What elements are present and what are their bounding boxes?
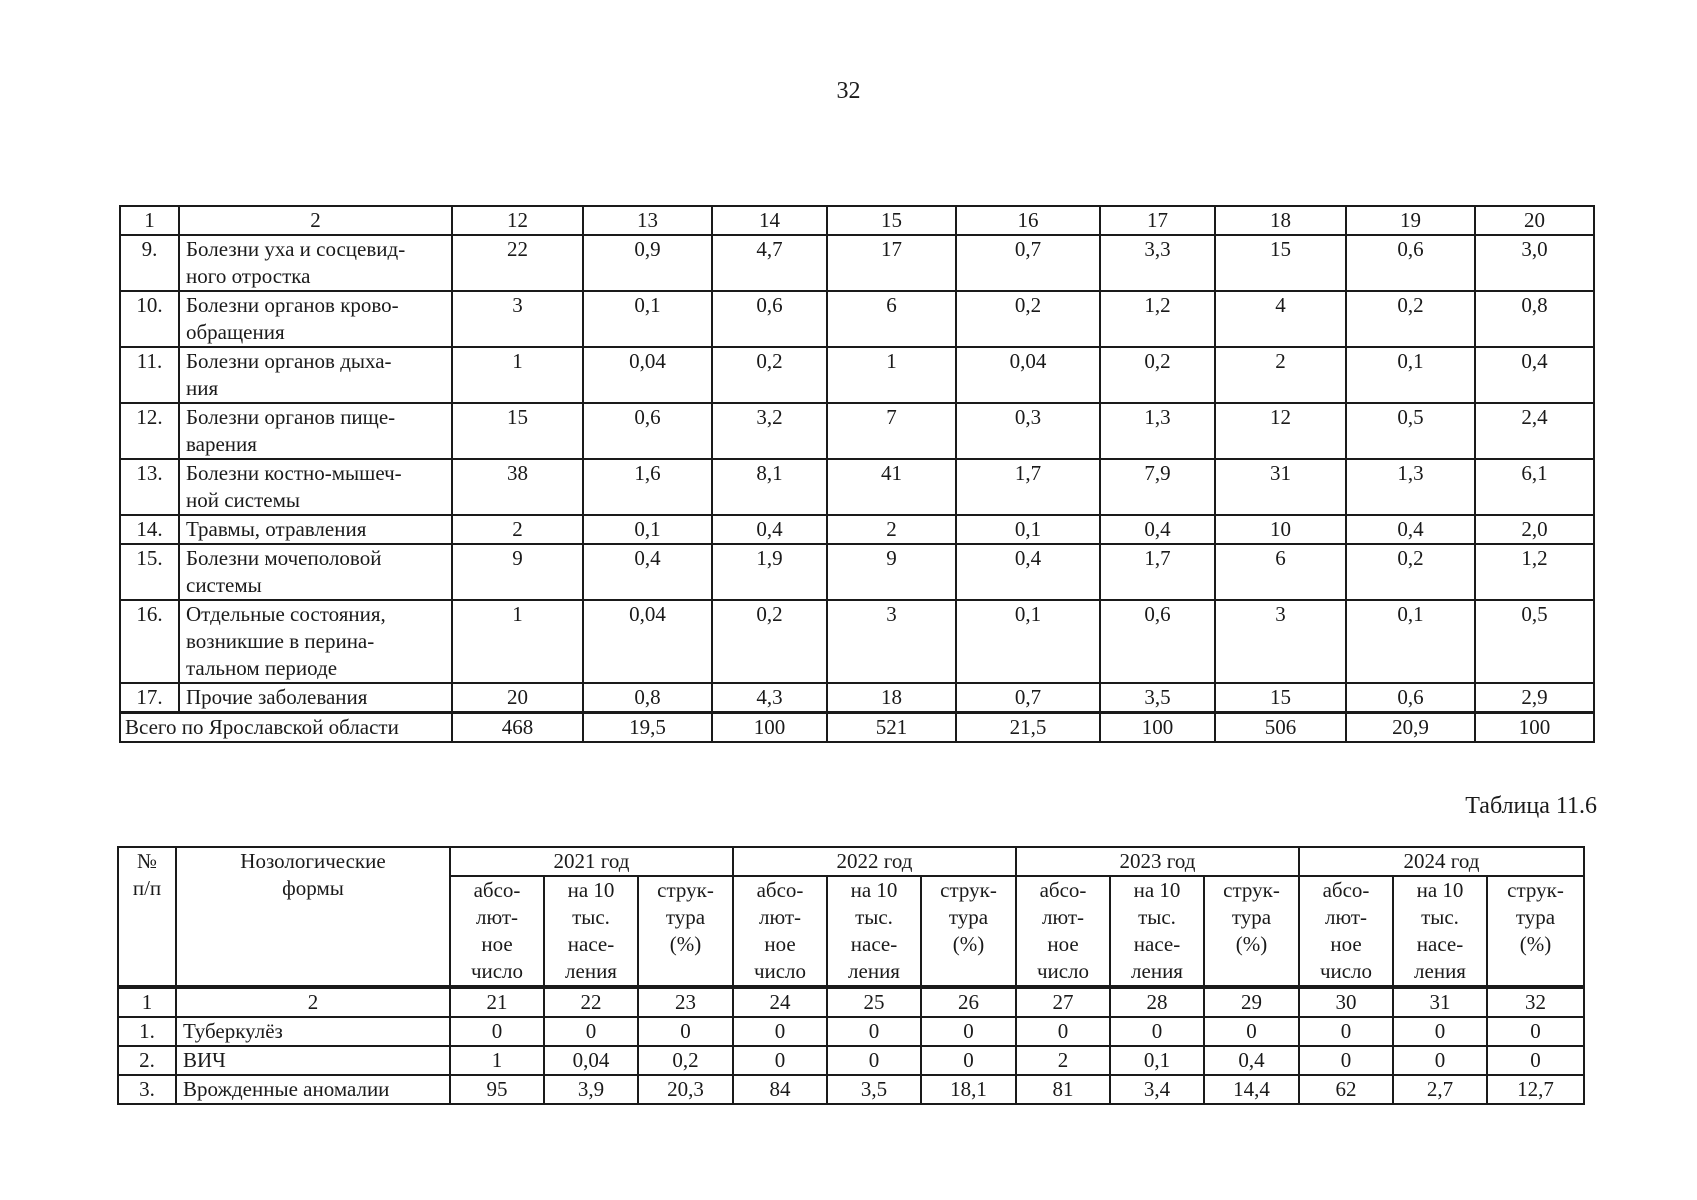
total-value-cell: 521 bbox=[827, 713, 956, 743]
value-cell: 0,1 bbox=[583, 291, 712, 347]
table-row bbox=[118, 1046, 1584, 1075]
table-row bbox=[118, 1017, 1584, 1046]
value-cell: 0 bbox=[638, 1017, 733, 1046]
column-number-cell: 16 bbox=[956, 206, 1100, 235]
disease-name-cell: Болезни уха и сосцевид- ного отростка bbox=[179, 235, 452, 291]
table-row bbox=[120, 347, 1594, 403]
value-cell: 0,2 bbox=[712, 347, 827, 403]
total-value-cell: 19,5 bbox=[583, 713, 712, 743]
year-header-cell: 2022 год bbox=[733, 847, 1016, 876]
value-cell: 2,0 bbox=[1475, 515, 1594, 544]
value-cell: 1 bbox=[452, 600, 583, 683]
value-cell: 6,1 bbox=[1475, 459, 1594, 515]
total-value-cell: 506 bbox=[1215, 713, 1346, 743]
column-number-cell: 30 bbox=[1299, 987, 1393, 1017]
value-cell: 2,9 bbox=[1475, 683, 1594, 713]
column-number-cell: 2 bbox=[179, 206, 452, 235]
disease-name-cell: Травмы, отравления bbox=[179, 515, 452, 544]
value-cell: 3 bbox=[827, 600, 956, 683]
value-cell: 0 bbox=[733, 1046, 827, 1075]
value-cell: 0 bbox=[1487, 1046, 1584, 1075]
disease-name-cell: Прочие заболевания bbox=[179, 683, 452, 713]
row-number-cell: 12. bbox=[120, 403, 179, 459]
column-number-cell: 15 bbox=[827, 206, 956, 235]
value-cell: 20 bbox=[452, 683, 583, 713]
year-header-cell: 2023 год bbox=[1016, 847, 1299, 876]
value-cell: 2,4 bbox=[1475, 403, 1594, 459]
value-cell: 84 bbox=[733, 1075, 827, 1104]
value-cell: 6 bbox=[827, 291, 956, 347]
value-cell: 1,3 bbox=[1346, 459, 1475, 515]
column-number-cell: 26 bbox=[921, 987, 1016, 1017]
header-row bbox=[118, 847, 1584, 876]
value-cell: 41 bbox=[827, 459, 956, 515]
column-number-cell: 19 bbox=[1346, 206, 1475, 235]
value-cell: 3 bbox=[452, 291, 583, 347]
value-cell: 1,2 bbox=[1475, 544, 1594, 600]
total-value-cell: 468 bbox=[452, 713, 583, 743]
value-cell: 18,1 bbox=[921, 1075, 1016, 1104]
column-number-cell: 1 bbox=[118, 987, 176, 1017]
value-cell: 0,04 bbox=[956, 347, 1100, 403]
subheader-cell: на 10 тыс. насе- ления bbox=[827, 876, 921, 987]
column-number-cell: 20 bbox=[1475, 206, 1594, 235]
value-cell: 0,3 bbox=[956, 403, 1100, 459]
value-cell: 18 bbox=[827, 683, 956, 713]
value-cell: 0 bbox=[1204, 1017, 1299, 1046]
row-number-cell: 14. bbox=[120, 515, 179, 544]
total-value-cell: 21,5 bbox=[956, 713, 1100, 743]
table-row bbox=[118, 1075, 1584, 1104]
subheader-cell: абсо- лют- ное число bbox=[1016, 876, 1110, 987]
value-cell: 0,6 bbox=[712, 291, 827, 347]
value-cell: 1,3 bbox=[1100, 403, 1215, 459]
value-cell: 0 bbox=[1110, 1017, 1204, 1046]
column-number-row bbox=[118, 987, 1584, 1017]
row-number-cell: 11. bbox=[120, 347, 179, 403]
table-row bbox=[120, 291, 1594, 347]
value-cell: 0,2 bbox=[1346, 544, 1475, 600]
row-number-cell: 3. bbox=[118, 1075, 176, 1104]
value-cell: 4,3 bbox=[712, 683, 827, 713]
column-number-cell: 22 bbox=[544, 987, 638, 1017]
value-cell: 31 bbox=[1215, 459, 1346, 515]
value-cell: 0,2 bbox=[712, 600, 827, 683]
row-number-cell: 10. bbox=[120, 291, 179, 347]
value-cell: 0,4 bbox=[1475, 347, 1594, 403]
column-number-row bbox=[120, 206, 1594, 235]
value-cell: 0,7 bbox=[956, 235, 1100, 291]
value-cell: 0 bbox=[1299, 1017, 1393, 1046]
column-number-cell: 29 bbox=[1204, 987, 1299, 1017]
value-cell: 0,4 bbox=[1204, 1046, 1299, 1075]
value-cell: 1,7 bbox=[956, 459, 1100, 515]
disease-name-cell: Отдельные состояния, возникшие в перина- тальном периоде bbox=[179, 600, 452, 683]
value-cell: 1 bbox=[827, 347, 956, 403]
disease-name-cell: Болезни органов пище- варения bbox=[179, 403, 452, 459]
value-cell: 20,3 bbox=[638, 1075, 733, 1104]
total-value-cell: 100 bbox=[712, 713, 827, 743]
column-number-cell: 12 bbox=[452, 206, 583, 235]
value-cell: 1 bbox=[452, 347, 583, 403]
table-row bbox=[120, 600, 1594, 683]
value-cell: 0,5 bbox=[1346, 403, 1475, 459]
value-cell: 1,6 bbox=[583, 459, 712, 515]
subheader-cell: абсо- лют- ное число bbox=[733, 876, 827, 987]
value-cell: 0,4 bbox=[1100, 515, 1215, 544]
value-cell: 0 bbox=[544, 1017, 638, 1046]
value-cell: 0,7 bbox=[956, 683, 1100, 713]
value-cell: 3,4 bbox=[1110, 1075, 1204, 1104]
table-row bbox=[120, 515, 1594, 544]
value-cell: 0,1 bbox=[956, 600, 1100, 683]
nosology-name-cell: Туберкулёз bbox=[176, 1017, 450, 1046]
column-number-cell: 21 bbox=[450, 987, 544, 1017]
table-caption: Таблица 11.6 bbox=[1465, 793, 1597, 819]
table-row bbox=[120, 459, 1594, 515]
value-cell: 22 bbox=[452, 235, 583, 291]
year-header-cell: 2021 год bbox=[450, 847, 733, 876]
column-number-cell: 28 bbox=[1110, 987, 1204, 1017]
value-cell: 0 bbox=[1393, 1046, 1487, 1075]
disease-name-cell: Болезни мочеполовой системы bbox=[179, 544, 452, 600]
value-cell: 17 bbox=[827, 235, 956, 291]
value-cell: 9 bbox=[827, 544, 956, 600]
column-number-cell: 13 bbox=[583, 206, 712, 235]
value-cell: 2 bbox=[1016, 1046, 1110, 1075]
value-cell: 0 bbox=[827, 1046, 921, 1075]
table-row bbox=[120, 544, 1594, 600]
year-header-cell: 2024 год bbox=[1299, 847, 1584, 876]
row-number-cell: 2. bbox=[118, 1046, 176, 1075]
value-cell: 0,2 bbox=[1346, 291, 1475, 347]
page-number: 32 bbox=[836, 78, 861, 104]
total-row bbox=[120, 713, 1594, 743]
nosological-forms-table bbox=[117, 846, 1585, 1105]
disease-name-cell: Болезни органов крово- обращения bbox=[179, 291, 452, 347]
value-cell: 0,1 bbox=[956, 515, 1100, 544]
value-cell: 0,04 bbox=[583, 600, 712, 683]
value-cell: 0,1 bbox=[583, 515, 712, 544]
total-value-cell: 100 bbox=[1100, 713, 1215, 743]
value-cell: 3,3 bbox=[1100, 235, 1215, 291]
value-cell: 0,5 bbox=[1475, 600, 1594, 683]
subheader-cell: на 10 тыс. насе- ления bbox=[544, 876, 638, 987]
value-cell: 7,9 bbox=[1100, 459, 1215, 515]
value-cell: 0,1 bbox=[1110, 1046, 1204, 1075]
subheader-cell: на 10 тыс. насе- ления bbox=[1110, 876, 1204, 987]
value-cell: 0,4 bbox=[956, 544, 1100, 600]
value-cell: 14,4 bbox=[1204, 1075, 1299, 1104]
column-number-cell: 32 bbox=[1487, 987, 1584, 1017]
subheader-cell: струк- тура (%) bbox=[1204, 876, 1299, 987]
row-number-cell: 17. bbox=[120, 683, 179, 713]
value-cell: 15 bbox=[1215, 235, 1346, 291]
value-cell: 95 bbox=[450, 1075, 544, 1104]
value-cell: 0 bbox=[1393, 1017, 1487, 1046]
column-number-cell: 2 bbox=[176, 987, 450, 1017]
row-number-cell: 1. bbox=[118, 1017, 176, 1046]
value-cell: 9 bbox=[452, 544, 583, 600]
column-number-cell: 17 bbox=[1100, 206, 1215, 235]
subheader-cell: струк- тура (%) bbox=[921, 876, 1016, 987]
value-cell: 1,7 bbox=[1100, 544, 1215, 600]
value-cell: 0,04 bbox=[583, 347, 712, 403]
subheader-cell: абсо- лют- ное число bbox=[1299, 876, 1393, 987]
value-cell: 3,0 bbox=[1475, 235, 1594, 291]
column-number-cell: 18 bbox=[1215, 206, 1346, 235]
column-number-cell: 31 bbox=[1393, 987, 1487, 1017]
disease-name-cell: Болезни органов дыха- ния bbox=[179, 347, 452, 403]
value-cell: 0,6 bbox=[1346, 683, 1475, 713]
value-cell: 0,6 bbox=[1346, 235, 1475, 291]
value-cell: 0,2 bbox=[638, 1046, 733, 1075]
value-cell: 0,6 bbox=[1100, 600, 1215, 683]
value-cell: 0 bbox=[1299, 1046, 1393, 1075]
value-cell: 1,9 bbox=[712, 544, 827, 600]
value-cell: 0,4 bbox=[1346, 515, 1475, 544]
value-cell: 0 bbox=[1016, 1017, 1110, 1046]
nosology-name-cell: Врожденные аномалии bbox=[176, 1075, 450, 1104]
value-cell: 7 bbox=[827, 403, 956, 459]
value-cell: 0 bbox=[450, 1017, 544, 1046]
value-cell: 0 bbox=[1487, 1017, 1584, 1046]
value-cell: 3,2 bbox=[712, 403, 827, 459]
value-cell: 3,9 bbox=[544, 1075, 638, 1104]
value-cell: 0,1 bbox=[1346, 347, 1475, 403]
total-value-cell: 100 bbox=[1475, 713, 1594, 743]
value-cell: 0 bbox=[733, 1017, 827, 1046]
value-cell: 0,6 bbox=[583, 403, 712, 459]
column-number-cell: 27 bbox=[1016, 987, 1110, 1017]
table-row bbox=[120, 683, 1594, 713]
column-number-cell: 23 bbox=[638, 987, 733, 1017]
subheader-cell: абсо- лют- ное число bbox=[450, 876, 544, 987]
value-cell: 8,1 bbox=[712, 459, 827, 515]
number-header-cell: № п/п bbox=[118, 847, 176, 987]
value-cell: 1,2 bbox=[1100, 291, 1215, 347]
value-cell: 3,5 bbox=[1100, 683, 1215, 713]
value-cell: 0 bbox=[827, 1017, 921, 1046]
subheader-cell: струк- тура (%) bbox=[1487, 876, 1584, 987]
value-cell: 0,1 bbox=[1346, 600, 1475, 683]
value-cell: 0,9 bbox=[583, 235, 712, 291]
value-cell: 2 bbox=[827, 515, 956, 544]
value-cell: 10 bbox=[1215, 515, 1346, 544]
value-cell: 0 bbox=[921, 1046, 1016, 1075]
value-cell: 81 bbox=[1016, 1075, 1110, 1104]
column-number-cell: 14 bbox=[712, 206, 827, 235]
value-cell: 0,2 bbox=[1100, 347, 1215, 403]
value-cell: 4 bbox=[1215, 291, 1346, 347]
nosology-name-cell: ВИЧ bbox=[176, 1046, 450, 1075]
value-cell: 0,4 bbox=[712, 515, 827, 544]
value-cell: 12,7 bbox=[1487, 1075, 1584, 1104]
value-cell: 0,8 bbox=[1475, 291, 1594, 347]
value-cell: 6 bbox=[1215, 544, 1346, 600]
value-cell: 2,7 bbox=[1393, 1075, 1487, 1104]
value-cell: 3 bbox=[1215, 600, 1346, 683]
total-label-cell: Всего по Ярославской области bbox=[120, 713, 452, 743]
row-number-cell: 13. bbox=[120, 459, 179, 515]
value-cell: 0,8 bbox=[583, 683, 712, 713]
value-cell: 12 bbox=[1215, 403, 1346, 459]
row-number-cell: 15. bbox=[120, 544, 179, 600]
subheader-cell: на 10 тыс. насе- ления bbox=[1393, 876, 1487, 987]
subheader-cell: струк- тура (%) bbox=[638, 876, 733, 987]
value-cell: 2 bbox=[1215, 347, 1346, 403]
value-cell: 2 bbox=[452, 515, 583, 544]
morbidity-table-continued bbox=[119, 205, 1595, 743]
column-number-cell: 25 bbox=[827, 987, 921, 1017]
value-cell: 4,7 bbox=[712, 235, 827, 291]
total-value-cell: 20,9 bbox=[1346, 713, 1475, 743]
value-cell: 62 bbox=[1299, 1075, 1393, 1104]
value-cell: 0 bbox=[921, 1017, 1016, 1046]
row-number-cell: 16. bbox=[120, 600, 179, 683]
row-number-cell: 9. bbox=[120, 235, 179, 291]
disease-name-cell: Болезни костно-мышеч- ной системы bbox=[179, 459, 452, 515]
value-cell: 38 bbox=[452, 459, 583, 515]
value-cell: 15 bbox=[1215, 683, 1346, 713]
value-cell: 0,2 bbox=[956, 291, 1100, 347]
table-row bbox=[120, 235, 1594, 291]
value-cell: 0,04 bbox=[544, 1046, 638, 1075]
value-cell: 3,5 bbox=[827, 1075, 921, 1104]
column-number-cell: 1 bbox=[120, 206, 179, 235]
value-cell: 15 bbox=[452, 403, 583, 459]
value-cell: 0,4 bbox=[583, 544, 712, 600]
column-number-cell: 24 bbox=[733, 987, 827, 1017]
table-row bbox=[120, 403, 1594, 459]
value-cell: 1 bbox=[450, 1046, 544, 1075]
name-header-cell: Нозологические формы bbox=[176, 847, 450, 987]
